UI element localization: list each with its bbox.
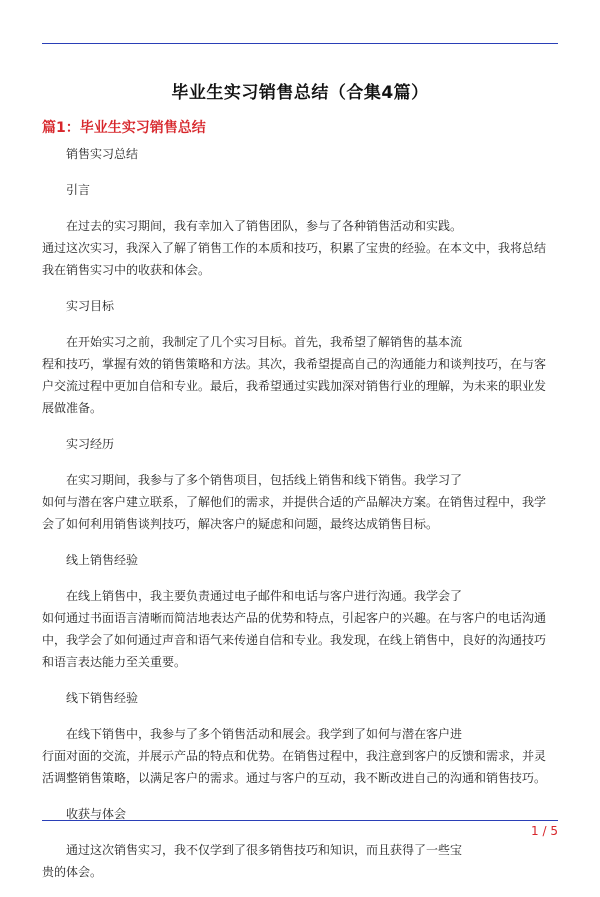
paragraph-line: 程和技巧，掌握有效的销售策略和方法。其次，我希望提高自己的沟通能力和谈判技巧，在与客 [42, 357, 547, 371]
paragraph [42, 839, 558, 883]
paragraph [42, 723, 558, 789]
paragraph [42, 215, 558, 281]
paragraph [42, 469, 558, 535]
page-indicator: 1 / 5 [531, 824, 558, 838]
paragraph-line: 通过这次销售实习，我不仅学到了很多销售技巧和知识，而且获得了一些宝 [66, 843, 463, 857]
header-rule [42, 43, 558, 44]
paragraph [42, 331, 558, 419]
paragraph-line: 在开始实习之前，我制定了几个实习目标。首先，我希望了解销售的基本流 [66, 335, 463, 349]
paragraph-line: 行面对面的交流，并展示产品的特点和优势。在销售过程中，我注意到客户的反馈和需求，并灵 [42, 749, 547, 763]
paragraph-line: 在实习期间，我参与了多个销售项目，包括线上销售和线下销售。我学习了 [66, 473, 463, 487]
paragraph-line: 如何与潜在客户建立联系，了解他们的需求，并提供合适的产品解决方案。在销售过程中，我学 [42, 495, 547, 509]
paragraph-line: 展做准备。 [42, 401, 103, 415]
paragraph-line: 户交流过程中更加自信和专业。最后，我希望通过实践加深对销售行业的理解，为未来的职业发 [42, 379, 547, 393]
section-heading: 篇1：毕业生实习销售总结 [42, 120, 206, 136]
document-title: 毕业生实习销售总结（合集4篇） [171, 83, 429, 103]
subsection-heading: 引言 [66, 183, 91, 197]
paragraph-line: 贵的体会。 [42, 865, 103, 879]
paragraph-line: 会了如何利用销售谈判技巧，解决客户的疑虑和问题，最终达成销售目标。 [42, 517, 439, 531]
paragraph-line: 在过去的实习期间，我有幸加入了销售团队，参与了各种销售活动和实践。 [66, 219, 463, 233]
subsection-heading: 线下销售经验 [66, 691, 139, 705]
subsection-heading: 实习经历 [66, 437, 115, 451]
paragraph-line: 和语言表达能力至关重要。 [42, 655, 187, 669]
footer-rule [42, 820, 558, 821]
paragraph-line: 如何通过书面语言清晰而简洁地表达产品的优势和特点，引起客户的兴趣。在与客户的电话沟通 [42, 611, 547, 625]
paragraph-line: 我在销售实习中的收获和体会。 [42, 263, 211, 277]
subsection-heading: 线上销售经验 [66, 553, 139, 567]
subsection-heading: 实习目标 [66, 299, 115, 313]
subsection-heading: 销售实习总结 [66, 147, 139, 161]
document-body [42, 143, 558, 897]
paragraph-line: 在线下销售中，我参与了多个销售活动和展会。我学到了如何与潜在客户进 [66, 727, 463, 741]
paragraph-line: 中，我学会了如何通过声音和语气来传递自信和专业。我发现，在线上销售中，良好的沟通技巧 [42, 633, 547, 647]
paragraph-line: 在线上销售中，我主要负责通过电子邮件和电话与客户进行沟通。我学会了 [66, 589, 463, 603]
paragraph-line: 活调整销售策略，以满足客户的需求。通过与客户的互动，我不断改进自己的沟通和销售技巧。 [42, 771, 547, 785]
paragraph [42, 585, 558, 673]
subsection-heading: 收获与体会 [66, 807, 127, 821]
paragraph-line: 通过这次实习，我深入了解了销售工作的本质和技巧，积累了宝贵的经验。在本文中，我将总结 [42, 241, 547, 255]
